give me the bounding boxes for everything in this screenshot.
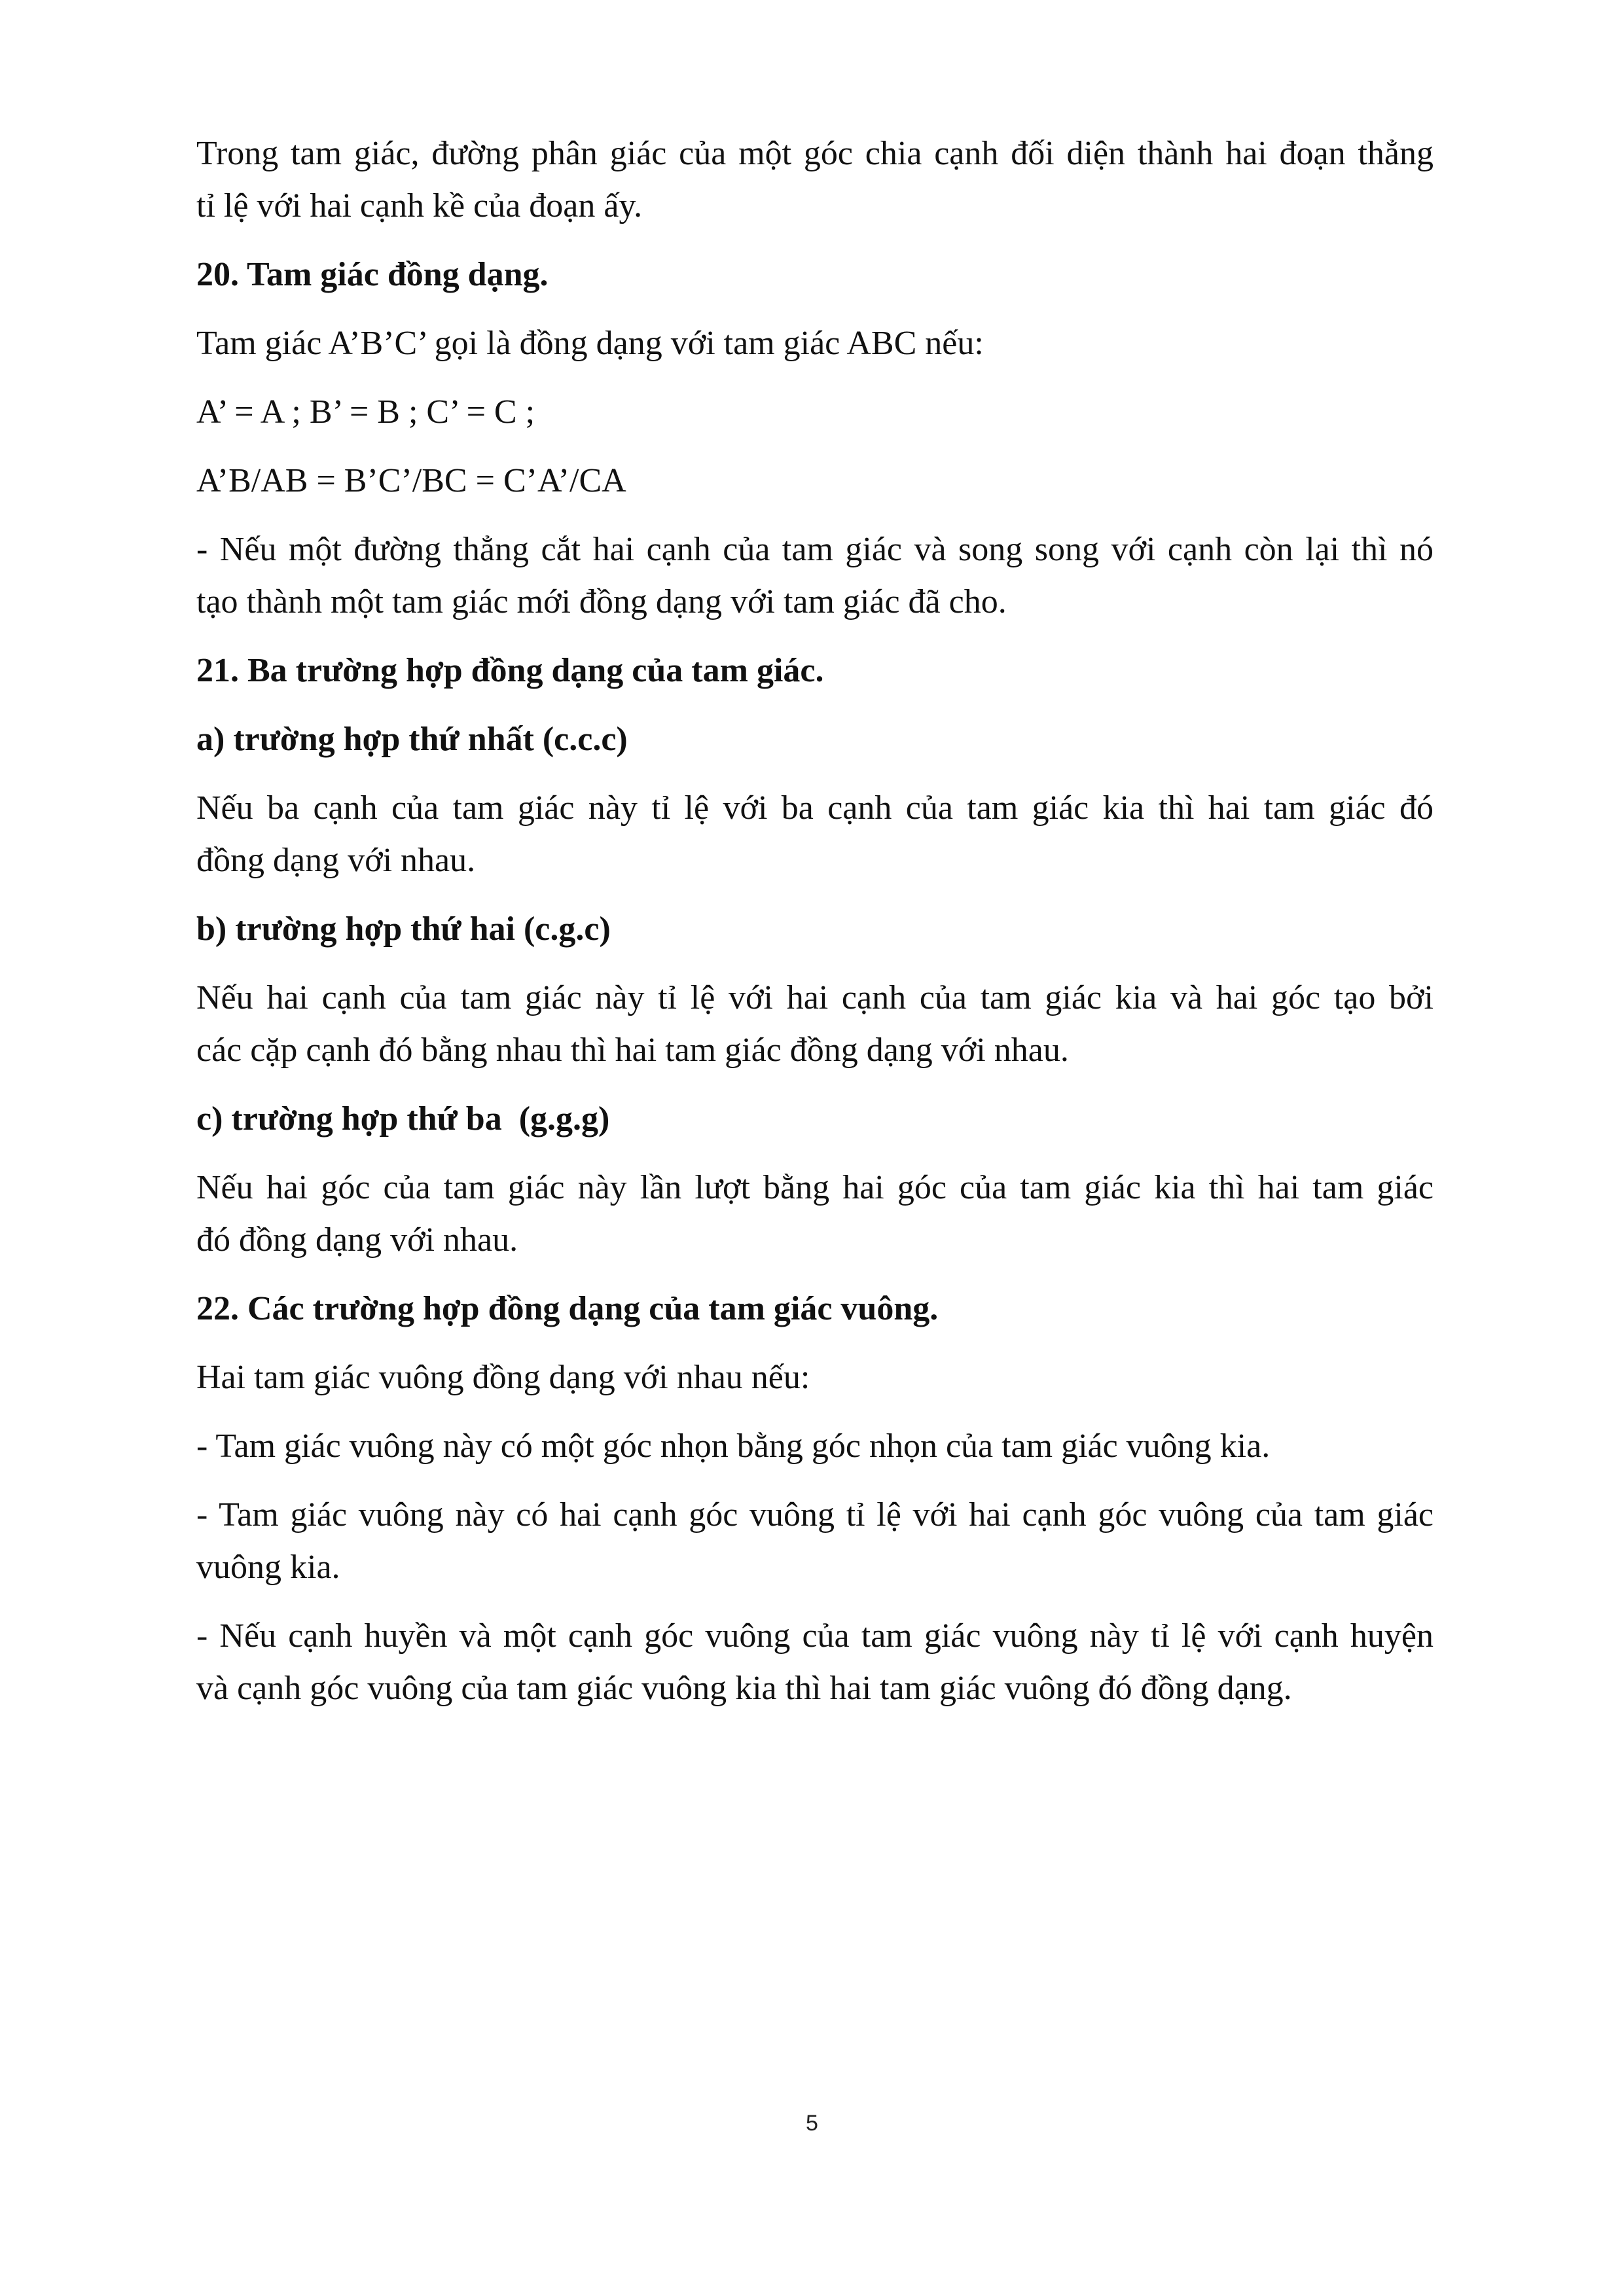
section-21a-text-line-1: Nếu ba cạnh của tam giác này tỉ lệ với ba cạnh của tam giác kia thì hai tam giác đó — [196, 789, 1434, 827]
section-22-item-2-line-2: vuông kia. — [196, 1549, 340, 1586]
section-21c-text-line-2: đó đồng dạng với nhau. — [196, 1221, 518, 1259]
section-21b-heading: b) trường hợp thứ hai (c.g.c) — [196, 910, 611, 948]
section-21b-text-line-2: các cặp cạnh đó bằng nhau thì hai tam giác đồng dạng với nhau. — [196, 1031, 1069, 1069]
section-21b-text — [196, 972, 1434, 1077]
section-22-item-2 — [196, 1489, 1434, 1594]
section-22-heading: 22. Các trường hợp đồng dạng của tam giác vuông. — [196, 1290, 939, 1327]
intro-line-2: tỉ lệ với hai cạnh kề của đoạn ấy. — [196, 187, 643, 224]
section-22-item-2-line-1: - Tam giác vuông này có hai cạnh góc vuông tỉ lệ với hai cạnh góc vuông của tam giác — [196, 1496, 1434, 1534]
section-22-item-1: - Tam giác vuông này có một góc nhọn bằng góc nhọn của tam giác vuông kia. — [196, 1427, 1271, 1465]
section-20-heading: 20. Tam giác đồng dạng. — [196, 256, 549, 293]
document-page — [196, 128, 1434, 1715]
section-20-note-line-1: - Nếu một đường thẳng cắt hai cạnh của tam giác và song song với cạnh còn lại thì nó — [196, 531, 1434, 568]
section-22-item-3-line-1: - Nếu cạnh huyền và một cạnh góc vuông của tam giác vuông này tỉ lệ với cạnh huyện — [196, 1617, 1434, 1655]
section-22-item-3 — [196, 1610, 1434, 1715]
section-21c-text — [196, 1162, 1434, 1266]
section-21a-text — [196, 782, 1434, 887]
intro-line-1: Trong tam giác, đường phân giác của một góc chia cạnh đối diện thành hai đoạn thẳng — [196, 135, 1434, 172]
section-21b-text-line-1: Nếu hai cạnh của tam giác này tỉ lệ với hai cạnh của tam giác kia và hai góc tạo bởi — [196, 979, 1434, 1016]
page-number: 5 — [806, 2111, 818, 2136]
section-22-intro: Hai tam giác vuông đồng dạng với nhau nếu: — [196, 1359, 810, 1396]
section-22-item-3-line-2: và cạnh góc vuông của tam giác vuông kia thì hai tam giác vuông đó đồng dạng. — [196, 1670, 1292, 1707]
section-20-ratio-equalities: A’B/AB = B’C’/BC = C’A’/CA — [196, 462, 626, 499]
section-21a-text-line-2: đồng dạng với nhau. — [196, 842, 476, 879]
section-20-definition: Tam giác A’B’C’ gọi là đồng dạng với tam giác ABC nếu: — [196, 325, 984, 362]
section-21c-heading: c) trường hợp thứ ba (g.g.g) — [196, 1100, 610, 1138]
section-21a-heading: a) trường hợp thứ nhất (c.c.c) — [196, 721, 628, 758]
section-20-note-line-2: tạo thành một tam giác mới đồng dạng với tam giác đã cho. — [196, 583, 1007, 620]
section-21-heading: 21. Ba trường hợp đồng dạng của tam giác. — [196, 652, 824, 689]
section-20-note — [196, 524, 1434, 628]
section-21c-text-line-1: Nếu hai góc của tam giác này lần lượt bằng hai góc của tam giác kia thì hai tam giác — [196, 1169, 1434, 1206]
section-20-angle-equalities: A’ = A ; B’ = B ; C’ = C ; — [196, 393, 535, 431]
intro-paragraph — [196, 128, 1434, 232]
